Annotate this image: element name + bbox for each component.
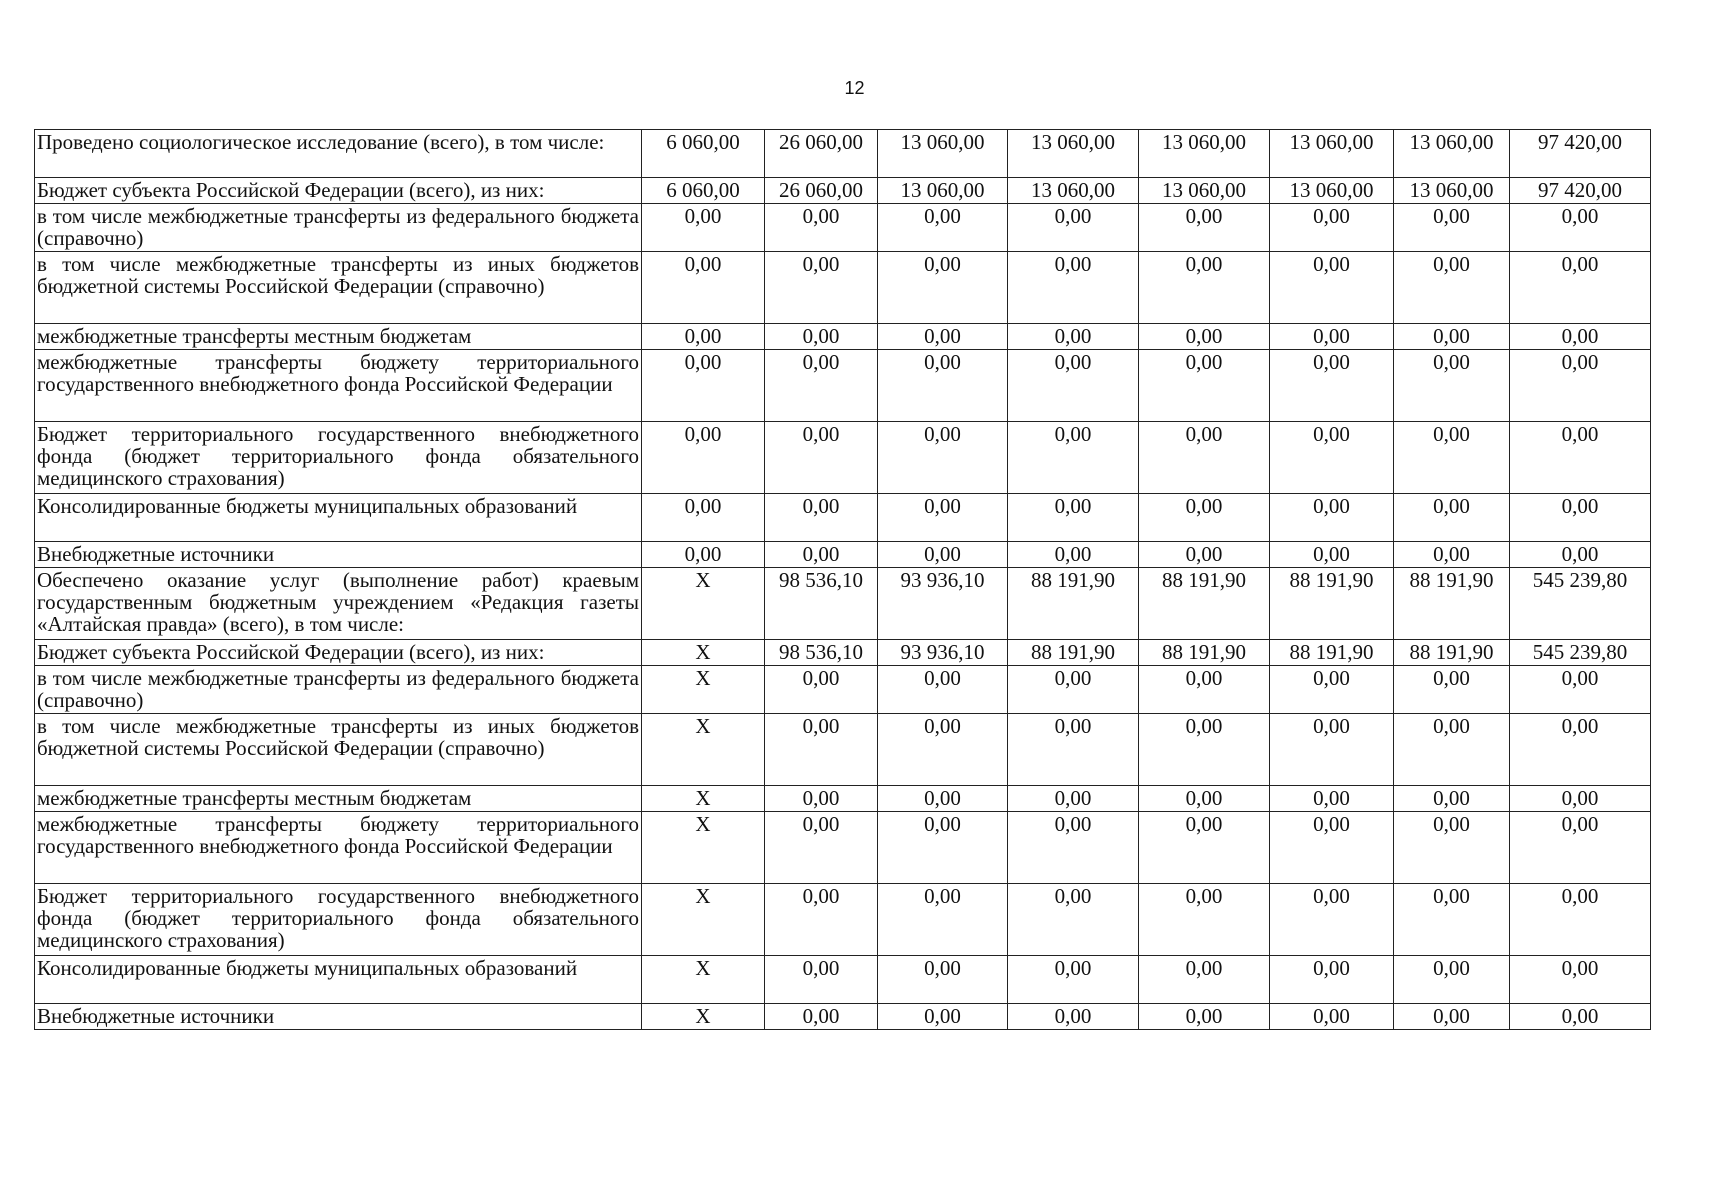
value-cell: 0,00 (1270, 350, 1394, 422)
value-cell: 0,00 (878, 324, 1008, 350)
value-cell: 98 536,10 (765, 568, 878, 640)
value-cell: 0,00 (878, 786, 1008, 812)
value-cell: 13 060,00 (1270, 178, 1394, 204)
table-row (35, 666, 1651, 714)
value-cell: 0,00 (765, 204, 878, 252)
value-cell: 0,00 (1008, 666, 1139, 714)
value-cell: 0,00 (1394, 714, 1510, 786)
value-cell: 0,00 (1270, 884, 1394, 956)
value-cell: 0,00 (1139, 204, 1270, 252)
value-cell: 97 420,00 (1510, 178, 1651, 204)
page-number: 12 (844, 78, 865, 98)
value-cell: 0,00 (1394, 884, 1510, 956)
value-cell: 0,00 (1008, 252, 1139, 324)
value-cell: 0,00 (1270, 956, 1394, 1004)
value-cell: 0,00 (1139, 666, 1270, 714)
value-cell: 0,00 (1139, 350, 1270, 422)
value-cell: 26 060,00 (765, 130, 878, 178)
value-cell: Х (642, 956, 765, 1004)
row-label: в том числе межбюджетные трансферты из федерального бюджета (справочно) (35, 204, 642, 252)
value-cell: 13 060,00 (1394, 130, 1510, 178)
value-cell: 0,00 (1139, 812, 1270, 884)
value-cell: 88 191,90 (1394, 640, 1510, 666)
value-cell: Х (642, 884, 765, 956)
value-cell: 0,00 (765, 422, 878, 494)
value-cell: 0,00 (878, 714, 1008, 786)
value-cell: 0,00 (1394, 324, 1510, 350)
value-cell: 0,00 (1139, 422, 1270, 494)
value-cell: 0,00 (765, 812, 878, 884)
value-cell: 0,00 (1270, 1004, 1394, 1030)
value-cell: 0,00 (765, 956, 878, 1004)
table-row (35, 494, 1651, 542)
value-cell: 88 191,90 (1270, 640, 1394, 666)
value-cell: 545 239,80 (1510, 568, 1651, 640)
table-row (35, 812, 1651, 884)
value-cell: 0,00 (765, 666, 878, 714)
value-cell: 0,00 (765, 324, 878, 350)
value-cell: 0,00 (1270, 812, 1394, 884)
row-label: межбюджетные трансферты местным бюджетам (35, 786, 642, 812)
row-label: межбюджетные трансферты бюджету территориального государственного внебюджетного фонда Российской Федерации (35, 350, 642, 422)
value-cell: 0,00 (1008, 884, 1139, 956)
value-cell: 0,00 (878, 812, 1008, 884)
value-cell: 0,00 (1510, 350, 1651, 422)
value-cell: 88 191,90 (1394, 568, 1510, 640)
value-cell: 0,00 (1008, 812, 1139, 884)
budget-table (34, 129, 1651, 1030)
value-cell: 0,00 (1394, 422, 1510, 494)
table-row (35, 178, 1651, 204)
row-label: в том числе межбюджетные трансферты из федерального бюджета (справочно) (35, 666, 642, 714)
value-cell: 0,00 (1394, 786, 1510, 812)
value-cell: 0,00 (1139, 324, 1270, 350)
value-cell: 88 191,90 (1139, 568, 1270, 640)
value-cell: 0,00 (765, 786, 878, 812)
row-label: Бюджет субъекта Российской Федерации (всего), из них: (35, 178, 642, 204)
value-cell: Х (642, 812, 765, 884)
value-cell: 0,00 (1008, 956, 1139, 1004)
value-cell: 13 060,00 (1139, 178, 1270, 204)
value-cell: 13 060,00 (1394, 178, 1510, 204)
value-cell: 0,00 (878, 494, 1008, 542)
row-label: в том числе межбюджетные трансферты из иных бюджетов бюджетной системы Российской Федерации (справочно) (35, 714, 642, 786)
value-cell: 0,00 (878, 422, 1008, 494)
value-cell: 13 060,00 (1139, 130, 1270, 178)
value-cell: 0,00 (878, 204, 1008, 252)
value-cell: 0,00 (765, 350, 878, 422)
value-cell: 0,00 (1510, 884, 1651, 956)
value-cell: 0,00 (642, 542, 765, 568)
value-cell: 0,00 (1008, 350, 1139, 422)
row-label: межбюджетные трансферты бюджету территориального государственного внебюджетного фонда Российской Федерации (35, 812, 642, 884)
value-cell: 0,00 (1139, 252, 1270, 324)
row-label: Консолидированные бюджеты муниципальных образований (35, 494, 642, 542)
value-cell: 0,00 (1510, 422, 1651, 494)
table-row (35, 786, 1651, 812)
value-cell: 0,00 (878, 1004, 1008, 1030)
value-cell: 13 060,00 (1008, 130, 1139, 178)
value-cell: 0,00 (878, 542, 1008, 568)
value-cell: 0,00 (878, 666, 1008, 714)
value-cell: 13 060,00 (878, 178, 1008, 204)
value-cell: 0,00 (1510, 812, 1651, 884)
value-cell: 0,00 (1510, 542, 1651, 568)
value-cell: 0,00 (765, 494, 878, 542)
value-cell: 0,00 (1510, 956, 1651, 1004)
table-row (35, 1004, 1651, 1030)
value-cell: 0,00 (1270, 494, 1394, 542)
value-cell: 0,00 (1008, 324, 1139, 350)
row-label: Внебюджетные источники (35, 542, 642, 568)
value-cell: 26 060,00 (765, 178, 878, 204)
value-cell: 6 060,00 (642, 130, 765, 178)
value-cell: 0,00 (1394, 494, 1510, 542)
value-cell: 0,00 (642, 422, 765, 494)
value-cell: 0,00 (1394, 666, 1510, 714)
value-cell: 93 936,10 (878, 568, 1008, 640)
value-cell: Х (642, 786, 765, 812)
value-cell: 88 191,90 (1270, 568, 1394, 640)
table-row (35, 956, 1651, 1004)
value-cell: 0,00 (1270, 786, 1394, 812)
value-cell: Х (642, 1004, 765, 1030)
value-cell: 0,00 (1394, 956, 1510, 1004)
table-row (35, 130, 1651, 178)
value-cell: 0,00 (1510, 714, 1651, 786)
row-label: Консолидированные бюджеты муниципальных образований (35, 956, 642, 1004)
table-row (35, 640, 1651, 666)
value-cell: 0,00 (1270, 666, 1394, 714)
value-cell: 545 239,80 (1510, 640, 1651, 666)
value-cell: 0,00 (1394, 252, 1510, 324)
value-cell: 0,00 (1008, 204, 1139, 252)
table-row (35, 204, 1651, 252)
value-cell: 0,00 (642, 252, 765, 324)
row-label: Бюджет субъекта Российской Федерации (всего), из них: (35, 640, 642, 666)
value-cell: 0,00 (1270, 204, 1394, 252)
value-cell: 0,00 (878, 956, 1008, 1004)
value-cell: Х (642, 714, 765, 786)
value-cell: 88 191,90 (1008, 568, 1139, 640)
value-cell: 0,00 (1510, 252, 1651, 324)
budget-table-body (35, 130, 1651, 1030)
value-cell: Х (642, 640, 765, 666)
value-cell: 0,00 (1270, 714, 1394, 786)
value-cell: 0,00 (1139, 884, 1270, 956)
value-cell: 0,00 (1510, 204, 1651, 252)
value-cell: 0,00 (1394, 350, 1510, 422)
value-cell: 0,00 (1510, 1004, 1651, 1030)
table-row (35, 568, 1651, 640)
value-cell: Х (642, 568, 765, 640)
value-cell: 0,00 (1139, 494, 1270, 542)
row-label: Внебюджетные источники (35, 1004, 642, 1030)
value-cell: 0,00 (1139, 714, 1270, 786)
value-cell: 0,00 (1008, 422, 1139, 494)
value-cell: 0,00 (765, 1004, 878, 1030)
table-row (35, 422, 1651, 494)
value-cell: 0,00 (642, 204, 765, 252)
value-cell: 93 936,10 (878, 640, 1008, 666)
value-cell: 0,00 (642, 350, 765, 422)
value-cell: 6 060,00 (642, 178, 765, 204)
value-cell: 0,00 (878, 252, 1008, 324)
value-cell: 0,00 (1008, 714, 1139, 786)
value-cell: 0,00 (642, 494, 765, 542)
row-label: Проведено социологическое исследование (всего), в том числе: (35, 130, 642, 178)
value-cell: 0,00 (1394, 204, 1510, 252)
value-cell: 0,00 (765, 884, 878, 956)
value-cell: 13 060,00 (1008, 178, 1139, 204)
value-cell: 0,00 (1510, 666, 1651, 714)
table-row (35, 542, 1651, 568)
value-cell: 0,00 (1139, 786, 1270, 812)
value-cell: 0,00 (1008, 786, 1139, 812)
row-label: Обеспечено оказание услуг (выполнение работ) краевым государственным бюджетным учреждением «Редакция газеты «Алтайская правда» (всего), в том числе: (35, 568, 642, 640)
value-cell: 13 060,00 (878, 130, 1008, 178)
value-cell: 0,00 (878, 350, 1008, 422)
value-cell: 0,00 (1008, 1004, 1139, 1030)
value-cell: 0,00 (765, 542, 878, 568)
value-cell: 0,00 (1008, 542, 1139, 568)
value-cell: 0,00 (1139, 542, 1270, 568)
value-cell: 0,00 (765, 252, 878, 324)
value-cell: 0,00 (1510, 494, 1651, 542)
value-cell: 0,00 (765, 714, 878, 786)
table-row (35, 324, 1651, 350)
table-row (35, 350, 1651, 422)
value-cell: 97 420,00 (1510, 130, 1651, 178)
row-label: Бюджет территориального государственного внебюджетного фонда (бюджет территориального фонда обязательного медицинского страхования) (35, 422, 642, 494)
row-label: межбюджетные трансферты местным бюджетам (35, 324, 642, 350)
value-cell: 0,00 (878, 884, 1008, 956)
value-cell: 88 191,90 (1139, 640, 1270, 666)
value-cell: 0,00 (1139, 956, 1270, 1004)
value-cell: 0,00 (1270, 252, 1394, 324)
value-cell: Х (642, 666, 765, 714)
table-row (35, 884, 1651, 956)
value-cell: 0,00 (642, 324, 765, 350)
row-label: в том числе межбюджетные трансферты из иных бюджетов бюджетной системы Российской Федерации (справочно) (35, 252, 642, 324)
value-cell: 0,00 (1510, 786, 1651, 812)
value-cell: 0,00 (1510, 324, 1651, 350)
value-cell: 0,00 (1394, 542, 1510, 568)
value-cell: 88 191,90 (1008, 640, 1139, 666)
value-cell: 0,00 (1394, 812, 1510, 884)
value-cell: 0,00 (1270, 542, 1394, 568)
value-cell: 0,00 (1008, 494, 1139, 542)
value-cell: 98 536,10 (765, 640, 878, 666)
value-cell: 0,00 (1270, 422, 1394, 494)
row-label: Бюджет территориального государственного внебюджетного фонда (бюджет территориального фонда обязательного медицинского страхования) (35, 884, 642, 956)
value-cell: 0,00 (1270, 324, 1394, 350)
table-row (35, 714, 1651, 786)
table-row (35, 252, 1651, 324)
value-cell: 0,00 (1139, 1004, 1270, 1030)
value-cell: 0,00 (1394, 1004, 1510, 1030)
value-cell: 13 060,00 (1270, 130, 1394, 178)
